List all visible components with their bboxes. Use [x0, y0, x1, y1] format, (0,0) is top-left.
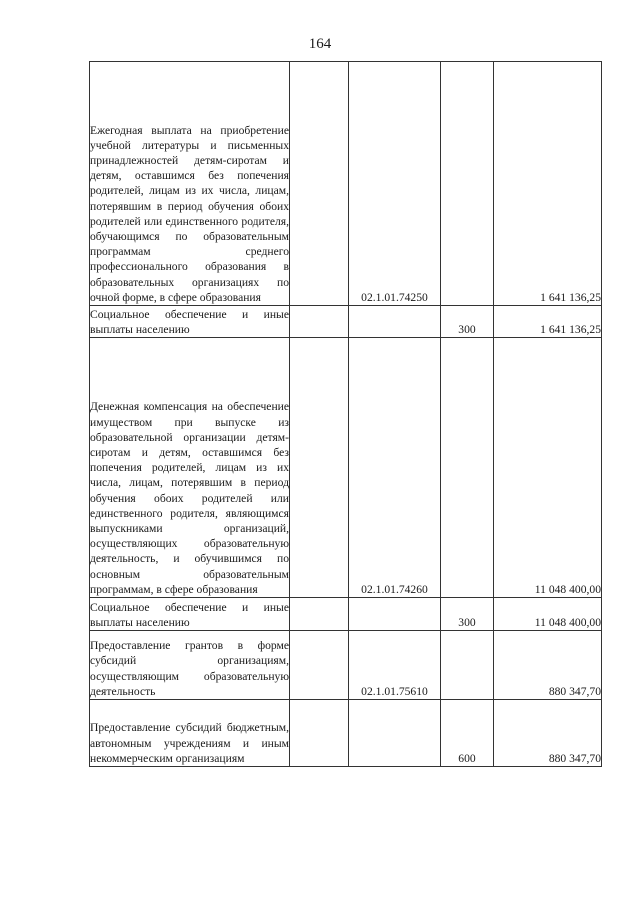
row-target-code: 02.1.01.75610 — [349, 631, 441, 700]
row-blank-cell — [290, 631, 349, 700]
row-expense-kind — [441, 62, 494, 306]
row-expense-kind: 300 — [441, 306, 494, 338]
table-row — [90, 306, 602, 338]
row-blank-cell — [290, 62, 349, 306]
row-amount: 11 048 400,00 — [494, 338, 602, 598]
table-row — [90, 598, 602, 631]
table-row — [90, 700, 602, 767]
budget-table — [89, 61, 602, 767]
row-target-code — [349, 306, 441, 338]
row-description: Денежная компенсация на обеспечение имуществом при выпуске из образовательной организации детям-сиротам и детям, оставшимся без попечения родителей, лицам из их числа, лицам, потерявшим в период обучения обоих родителей или единственного родителя, являющимся выпускниками организаций, осуществляющих образовательную деятельность, и обучившимся по основным образовательным программам, в сфере образования — [90, 338, 290, 598]
row-description: Социальное обеспечение и иные выплаты населению — [90, 306, 290, 338]
row-expense-kind: 300 — [441, 598, 494, 631]
row-target-code: 02.1.01.74250 — [349, 62, 441, 306]
row-expense-kind: 600 — [441, 700, 494, 767]
row-blank-cell — [290, 700, 349, 767]
row-target-code — [349, 700, 441, 767]
row-expense-kind — [441, 631, 494, 700]
row-amount: 880 347,70 — [494, 631, 602, 700]
row-expense-kind — [441, 338, 494, 598]
row-target-code: 02.1.01.74260 — [349, 338, 441, 598]
table-row — [90, 631, 602, 700]
row-amount: 880 347,70 — [494, 700, 602, 767]
row-blank-cell — [290, 598, 349, 631]
row-blank-cell — [290, 338, 349, 598]
table-row — [90, 62, 602, 306]
row-amount: 1 641 136,25 — [494, 62, 602, 306]
table-row — [90, 338, 602, 598]
row-description: Ежегодная выплата на приобретение учебной литературы и письменных принадлежностей детям-сиротам и детям, оставшимся без попечения родителей, лицам из их числа, лицам, потерявшим в период обучения обоих родителей или единственного родителя, обучающимся по образовательным программам среднего профессионального образования в образовательных организациях по очной форме, в сфере образования — [90, 62, 290, 306]
row-blank-cell — [290, 306, 349, 338]
row-amount: 11 048 400,00 — [494, 598, 602, 631]
row-description: Социальное обеспечение и иные выплаты населению — [90, 598, 290, 631]
row-target-code — [349, 598, 441, 631]
page-number: 164 — [308, 36, 332, 52]
row-description: Предоставление субсидий бюджетным, автономным учреждениям и иным некоммерческим организациям — [90, 700, 290, 767]
row-amount: 1 641 136,25 — [494, 306, 602, 338]
row-description: Предоставление грантов в форме субсидий организациям, осуществляющим образовательную деятельность — [90, 631, 290, 700]
